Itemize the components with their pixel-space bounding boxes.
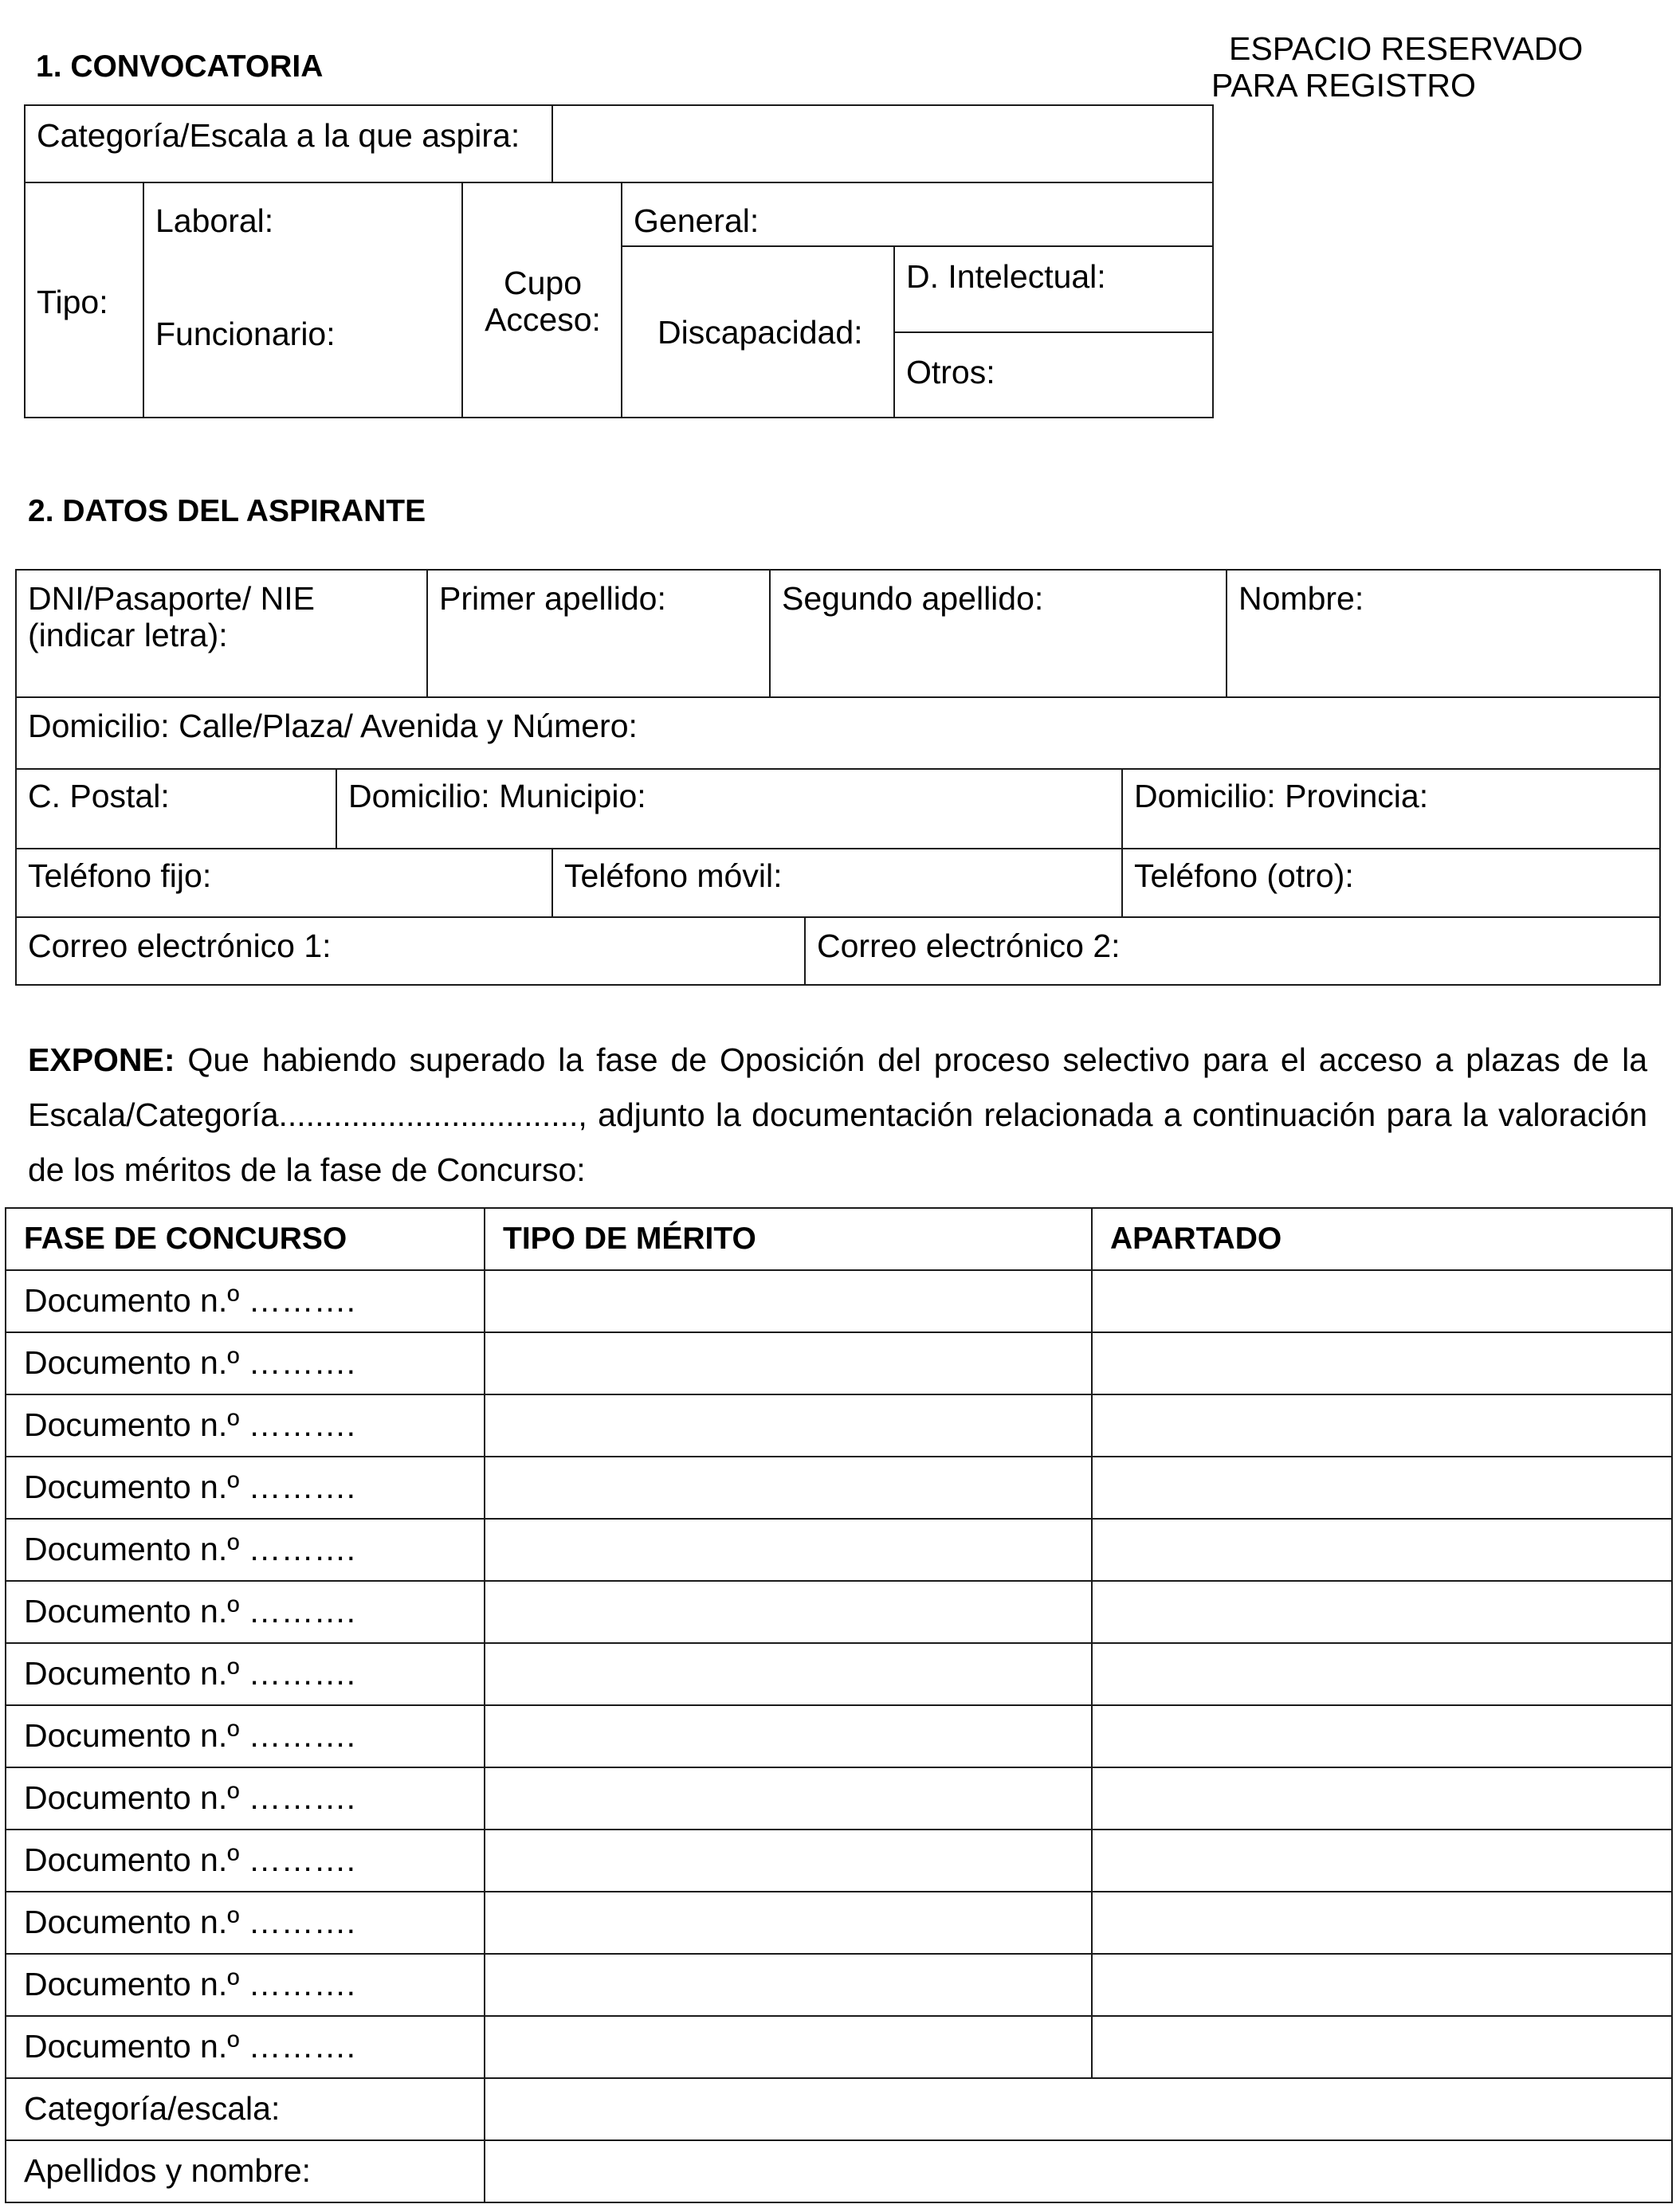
merit-document-cell <box>6 1394 485 1457</box>
merits-header-apartado <box>1092 1208 1672 1270</box>
merit-apartado-cell[interactable] <box>1092 1830 1672 1892</box>
merit-type-cell[interactable] <box>485 1830 1092 1892</box>
merit-document-label: Documento n.º ………. <box>24 1469 356 1505</box>
otros-label: Otros: <box>906 354 995 390</box>
cupo-label-cell <box>462 182 622 418</box>
merits-header-fase <box>6 1208 485 1270</box>
merit-document-cell <box>6 2016 485 2078</box>
nombre-label: Nombre: <box>1238 580 1364 617</box>
email1-cell[interactable] <box>16 917 805 985</box>
applicant-phone-table <box>15 848 1661 918</box>
merit-apartado-cell[interactable] <box>1092 1394 1672 1457</box>
dni-cell[interactable] <box>16 570 427 697</box>
applicant-name-table <box>15 569 1661 698</box>
merit-type-cell[interactable] <box>485 1394 1092 1457</box>
cpostal-cell[interactable] <box>16 769 336 849</box>
merits-header-tipo <box>485 1208 1092 1270</box>
general-label: General: <box>634 202 759 239</box>
tipo-options-cell[interactable] <box>143 182 462 418</box>
cupo-label-line1: Cupo <box>503 265 582 301</box>
merit-document-label: Documento n.º ………. <box>24 1655 356 1692</box>
merit-row <box>6 1643 1672 1705</box>
merit-row <box>6 1954 1672 2016</box>
applicant-location-table <box>15 768 1661 849</box>
laboral-label: Laboral: <box>155 202 274 239</box>
tel-otro-label: Teléfono (otro): <box>1134 857 1354 894</box>
apellidos-label: Apellidos y nombre: <box>24 2152 312 2189</box>
registry-note-line2: PARA REGISTRO <box>1211 67 1476 104</box>
tel-otro-cell[interactable] <box>1122 849 1660 917</box>
expone-text: Que habiendo superado la fase de Oposición del proceso selectivo para el acceso a plazas de la Escala/Categoría................................., adjunto la documentación relacionada a continuación para la valoración de los méritos de la fase de Concurso: <box>28 1041 1647 1188</box>
email2-label: Correo electrónico 2: <box>817 928 1121 964</box>
merit-type-cell[interactable] <box>485 1954 1092 2016</box>
category-input-cell[interactable] <box>552 105 1213 182</box>
merit-document-cell <box>6 1830 485 1892</box>
merit-document-cell <box>6 1332 485 1394</box>
merit-document-cell <box>6 1705 485 1767</box>
merits-header-fase-label: FASE DE CONCURSO <box>24 1222 347 1256</box>
merit-apartado-cell[interactable] <box>1092 1270 1672 1332</box>
funcionario-label: Funcionario: <box>155 316 336 352</box>
section2-heading: 2. DATOS DEL ASPIRANTE <box>28 494 426 528</box>
merit-document-cell <box>6 1581 485 1643</box>
merit-document-cell <box>6 1457 485 1519</box>
municipio-label: Domicilio: Municipio: <box>348 778 646 814</box>
provincia-cell[interactable] <box>1122 769 1660 849</box>
merit-row <box>6 1270 1672 1332</box>
category-label: Categoría/Escala a la que aspira: <box>37 117 520 154</box>
merit-type-cell[interactable] <box>485 1457 1092 1519</box>
merit-document-label: Documento n.º ………. <box>24 2028 356 2065</box>
intelectual-label: D. Intelectual: <box>906 258 1106 295</box>
merit-document-label: Documento n.º ………. <box>24 1531 356 1567</box>
apellidos-input-cell[interactable] <box>485 2140 1672 2202</box>
merit-type-cell[interactable] <box>485 1270 1092 1332</box>
merits-header-tipo-label: TIPO DE MÉRITO <box>503 1222 756 1256</box>
merit-apartado-cell[interactable] <box>1092 1705 1672 1767</box>
cpostal-label: C. Postal: <box>28 778 170 814</box>
apellido2-cell[interactable] <box>770 570 1227 697</box>
merit-type-cell[interactable] <box>485 1332 1092 1394</box>
merit-row <box>6 1581 1672 1643</box>
merit-document-label: Documento n.º ………. <box>24 1717 356 1754</box>
convocatoria-category-table <box>24 104 1214 183</box>
merit-document-label: Documento n.º ………. <box>24 1282 356 1319</box>
discapacidad-cell <box>622 246 894 418</box>
merit-document-label: Documento n.º ………. <box>24 1904 356 1940</box>
category-label-cell <box>25 105 552 182</box>
otros-cell[interactable] <box>894 332 1213 418</box>
merit-row <box>6 2016 1672 2078</box>
categoria-label: Categoría/escala: <box>24 2090 281 2127</box>
tel-movil-cell[interactable] <box>552 849 1122 917</box>
merits-table <box>5 1207 1673 2203</box>
email2-cell[interactable] <box>805 917 1660 985</box>
merit-document-label: Documento n.º ………. <box>24 1841 356 1878</box>
convocatoria-type-table <box>24 182 1214 418</box>
apellido1-cell[interactable] <box>427 570 770 697</box>
tipo-label: Tipo: <box>37 284 108 320</box>
merit-document-cell <box>6 1270 485 1332</box>
apellido1-label: Primer apellido: <box>439 580 666 617</box>
tipo-label-cell <box>25 182 143 418</box>
dni-label: DNI/Pasaporte/ NIE (indicar letra): <box>28 580 316 653</box>
tel-fijo-cell[interactable] <box>16 849 552 917</box>
email1-label: Correo electrónico 1: <box>28 928 332 964</box>
merit-row <box>6 1892 1672 1954</box>
merit-apartado-cell[interactable] <box>1092 1581 1672 1643</box>
merit-apartado-cell[interactable] <box>1092 1457 1672 1519</box>
applicant-email-table <box>15 916 1661 986</box>
merit-document-label: Documento n.º ………. <box>24 1406 356 1443</box>
merit-apartado-cell[interactable] <box>1092 1767 1672 1830</box>
merit-apartado-cell[interactable] <box>1092 1643 1672 1705</box>
intelectual-cell[interactable] <box>894 246 1213 332</box>
provincia-label: Domicilio: Provincia: <box>1134 778 1429 814</box>
merit-row <box>6 1394 1672 1457</box>
applicant-address-table <box>15 696 1661 770</box>
merit-document-cell <box>6 1892 485 1954</box>
merit-type-cell[interactable] <box>485 1519 1092 1581</box>
categoria-input-cell[interactable] <box>485 2078 1672 2140</box>
merit-document-cell <box>6 1954 485 2016</box>
merit-document-cell <box>6 1519 485 1581</box>
merit-type-cell[interactable] <box>485 1892 1092 1954</box>
merit-row <box>6 1332 1672 1394</box>
merit-type-cell[interactable] <box>485 2016 1092 2078</box>
merit-apartado-cell[interactable] <box>1092 1892 1672 1954</box>
merit-apartado-cell[interactable] <box>1092 1332 1672 1394</box>
expone-lead: EXPONE: <box>28 1041 175 1078</box>
domicilio-label: Domicilio: Calle/Plaza/ Avenida y Número: <box>28 708 638 744</box>
apellido2-label: Segundo apellido: <box>782 580 1044 617</box>
cupo-label-line2: Acceso: <box>485 301 601 338</box>
merit-apartado-cell[interactable] <box>1092 1954 1672 2016</box>
merit-document-cell <box>6 1643 485 1705</box>
merit-type-cell[interactable] <box>485 1705 1092 1767</box>
merit-document-cell <box>6 1767 485 1830</box>
merit-document-label: Documento n.º ………. <box>24 1593 356 1630</box>
merit-row <box>6 1705 1672 1767</box>
municipio-cell[interactable] <box>336 769 1122 849</box>
merits-header-apartado-label: APARTADO <box>1110 1222 1282 1256</box>
tel-movil-label: Teléfono móvil: <box>564 857 783 894</box>
categoria-label-cell <box>6 2078 485 2140</box>
merit-apartado-cell[interactable] <box>1092 2016 1672 2078</box>
discapacidad-label: Discapacidad: <box>657 314 863 351</box>
tel-fijo-label: Teléfono fijo: <box>28 857 212 894</box>
merit-row <box>6 1519 1672 1581</box>
merit-type-cell[interactable] <box>485 1767 1092 1830</box>
merit-row <box>6 1767 1672 1830</box>
merit-type-cell[interactable] <box>485 1643 1092 1705</box>
general-cell[interactable] <box>622 182 1213 246</box>
merit-row <box>6 1830 1672 1892</box>
nombre-cell[interactable] <box>1227 570 1660 697</box>
merit-rows <box>6 1270 1672 2078</box>
merit-document-label: Documento n.º ………. <box>24 1779 356 1816</box>
merit-document-label: Documento n.º ………. <box>24 1966 356 2002</box>
registry-note-line1: ESPACIO RESERVADO <box>1229 30 1584 67</box>
expone-paragraph <box>28 1033 1647 1198</box>
merit-row <box>6 1457 1672 1519</box>
merit-document-label: Documento n.º ………. <box>24 1344 356 1381</box>
section1-heading: 1. CONVOCATORIA <box>36 49 324 84</box>
apellidos-label-cell <box>6 2140 485 2202</box>
merit-apartado-cell[interactable] <box>1092 1519 1672 1581</box>
merit-type-cell[interactable] <box>485 1581 1092 1643</box>
domicilio-cell[interactable] <box>16 697 1660 769</box>
